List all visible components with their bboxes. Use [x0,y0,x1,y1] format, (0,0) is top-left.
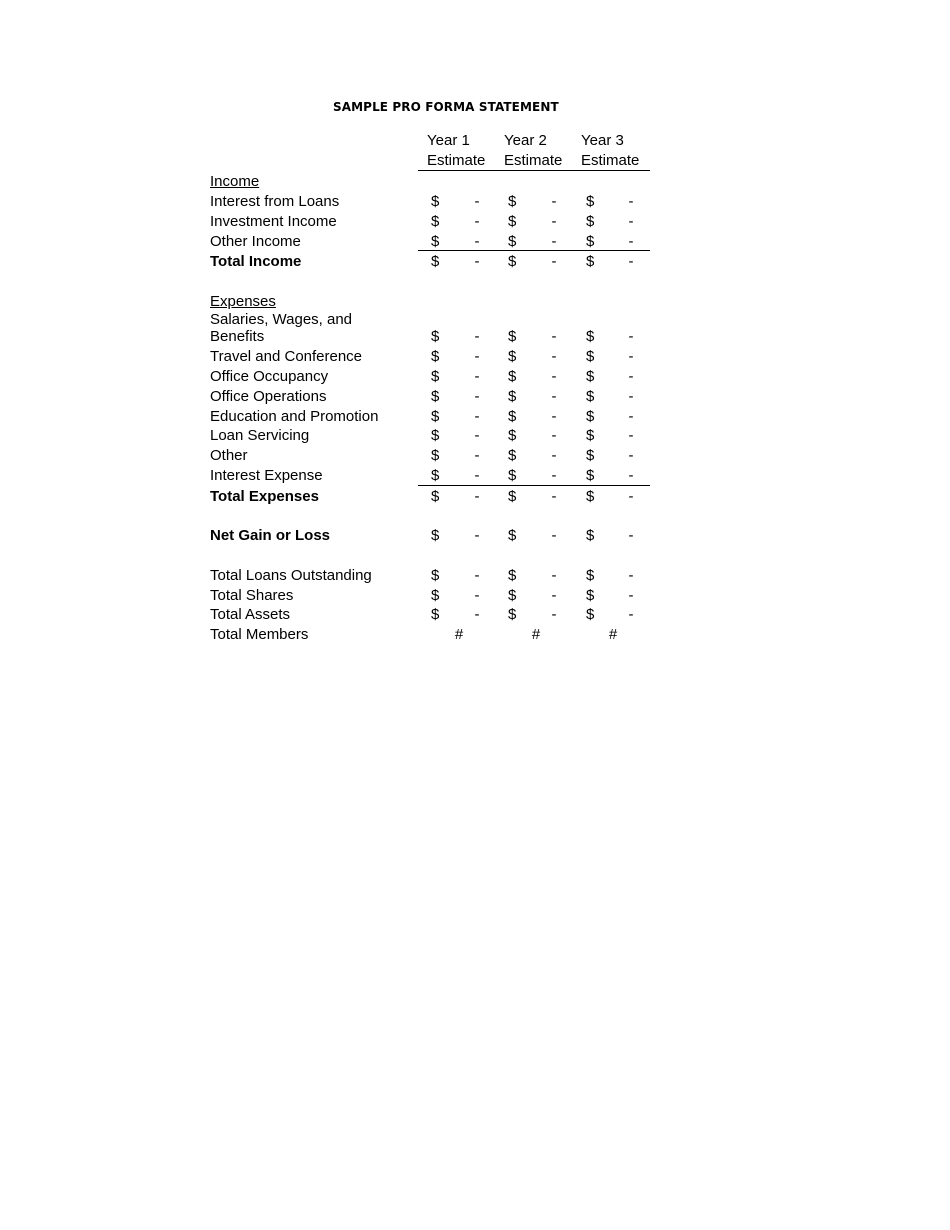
value-cell: - [628,328,634,345]
value-cell: - [628,467,634,484]
value-cell: - [551,587,557,604]
value-cell: - [474,427,480,444]
currency-symbol: $ [586,328,595,345]
row-label: Investment Income [210,213,337,230]
row-label: Interest Expense [210,467,323,484]
value-cell: - [551,447,557,464]
currency-symbol: $ [431,587,440,604]
currency-symbol: $ [508,388,517,405]
col-header-year-1: Year 1 [427,132,470,149]
value-cell: - [551,467,557,484]
value-cell: - [628,193,634,210]
value-cell: - [474,368,480,385]
currency-symbol: $ [508,368,517,385]
currency-symbol: $ [508,233,517,250]
value-cell: - [474,213,480,230]
member-count-cell: # [608,626,618,643]
value-cell: - [551,427,557,444]
currency-symbol: $ [586,488,595,505]
row-label: Education and Promotion [210,408,379,425]
row-label: Total Loans Outstanding [210,567,372,584]
currency-symbol: $ [508,587,517,604]
currency-symbol: $ [508,567,517,584]
currency-symbol: $ [508,606,517,623]
row-label: Other Income [210,233,301,250]
currency-symbol: $ [508,447,517,464]
value-cell: - [551,527,557,544]
currency-symbol: $ [431,328,440,345]
value-cell: - [551,408,557,425]
total-income-label: Total Income [210,253,302,270]
currency-symbol: $ [508,467,517,484]
value-cell: - [628,213,634,230]
currency-symbol: $ [508,488,517,505]
currency-symbol: $ [586,467,595,484]
currency-symbol: $ [431,447,440,464]
value-cell: - [474,193,480,210]
value-cell: - [474,328,480,345]
value-cell: - [628,388,634,405]
currency-symbol: $ [431,388,440,405]
value-cell: - [474,467,480,484]
currency-symbol: $ [508,427,517,444]
value-cell: - [551,348,557,365]
value-cell: - [628,348,634,365]
currency-symbol: $ [586,527,595,544]
value-cell: - [628,233,634,250]
expense-total-rule [418,485,650,486]
currency-symbol: $ [431,193,440,210]
row-label: Other [210,447,248,464]
currency-symbol: $ [586,253,595,270]
value-cell: - [628,527,634,544]
currency-symbol: $ [431,606,440,623]
currency-symbol: $ [586,388,595,405]
value-cell: - [474,233,480,250]
value-cell: - [628,447,634,464]
currency-symbol: $ [586,193,595,210]
row-label: Total Shares [210,587,294,604]
value-cell: - [474,388,480,405]
currency-symbol: $ [586,567,595,584]
currency-symbol: $ [431,368,440,385]
row-label: Loan Servicing [210,427,310,444]
net-gain-loss-label: Net Gain or Loss [210,527,331,544]
value-cell: - [551,328,557,345]
value-cell: - [474,348,480,365]
value-cell: - [551,388,557,405]
value-cell: - [551,368,557,385]
col-header-year-2-sub: Estimate [504,152,563,169]
value-cell: - [628,587,634,604]
currency-symbol: $ [508,253,517,270]
value-cell: - [628,488,634,505]
currency-symbol: $ [431,408,440,425]
value-cell: - [474,606,480,623]
currency-symbol: $ [586,408,595,425]
value-cell: - [551,253,557,270]
currency-symbol: $ [586,427,595,444]
col-header-year-3-sub: Estimate [581,152,640,169]
row-label: Interest from Loans [210,193,340,210]
value-cell: - [474,253,480,270]
row-label: Total Assets [210,606,291,623]
currency-symbol: $ [508,193,517,210]
member-count-cell: # [454,626,464,643]
col-header-year-1-sub: Estimate [427,152,486,169]
income-total-rule [418,250,650,251]
value-cell: - [551,233,557,250]
currency-symbol: $ [586,447,595,464]
currency-symbol: $ [431,427,440,444]
currency-symbol: $ [586,368,595,385]
currency-symbol: $ [586,213,595,230]
row-label: Benefits [210,328,265,345]
statement-title: SAMPLE PRO FORMA STATEMENT [333,100,559,114]
currency-symbol: $ [586,587,595,604]
currency-symbol: $ [508,348,517,365]
value-cell: - [628,606,634,623]
row-label: Travel and Conference [210,348,363,365]
currency-symbol: $ [508,328,517,345]
value-cell: - [551,606,557,623]
currency-symbol: $ [508,527,517,544]
col-header-year-3: Year 3 [581,132,624,149]
row-label: Office Occupancy [210,368,329,385]
value-cell: - [628,408,634,425]
row-label: Office Operations [210,388,327,405]
currency-symbol: $ [586,348,595,365]
value-cell: - [628,427,634,444]
currency-symbol: $ [431,253,440,270]
value-cell: - [474,447,480,464]
currency-symbol: $ [431,567,440,584]
total-expenses-label: Total Expenses [210,488,319,505]
value-cell: - [551,488,557,505]
value-cell: - [474,527,480,544]
currency-symbol: $ [431,527,440,544]
value-cell: - [474,488,480,505]
expenses-heading: Expenses [210,293,276,310]
currency-symbol: $ [508,213,517,230]
currency-symbol: $ [431,233,440,250]
value-cell: - [551,567,557,584]
value-cell: - [474,408,480,425]
col-header-year-2: Year 2 [504,132,547,149]
value-cell: - [628,253,634,270]
row-label: Total Members [210,626,309,643]
currency-symbol: $ [586,606,595,623]
value-cell: - [628,567,634,584]
value-cell: - [551,213,557,230]
currency-symbol: $ [431,467,440,484]
currency-symbol: $ [431,348,440,365]
value-cell: - [628,368,634,385]
currency-symbol: $ [586,233,595,250]
value-cell: - [474,587,480,604]
row-label-line1: Salaries, Wages, and [210,311,353,328]
value-cell: - [474,567,480,584]
member-count-cell: # [531,626,541,643]
income-heading: Income [210,173,260,190]
header-rule [418,170,650,171]
currency-symbol: $ [431,488,440,505]
value-cell: - [551,193,557,210]
currency-symbol: $ [508,408,517,425]
currency-symbol: $ [431,213,440,230]
